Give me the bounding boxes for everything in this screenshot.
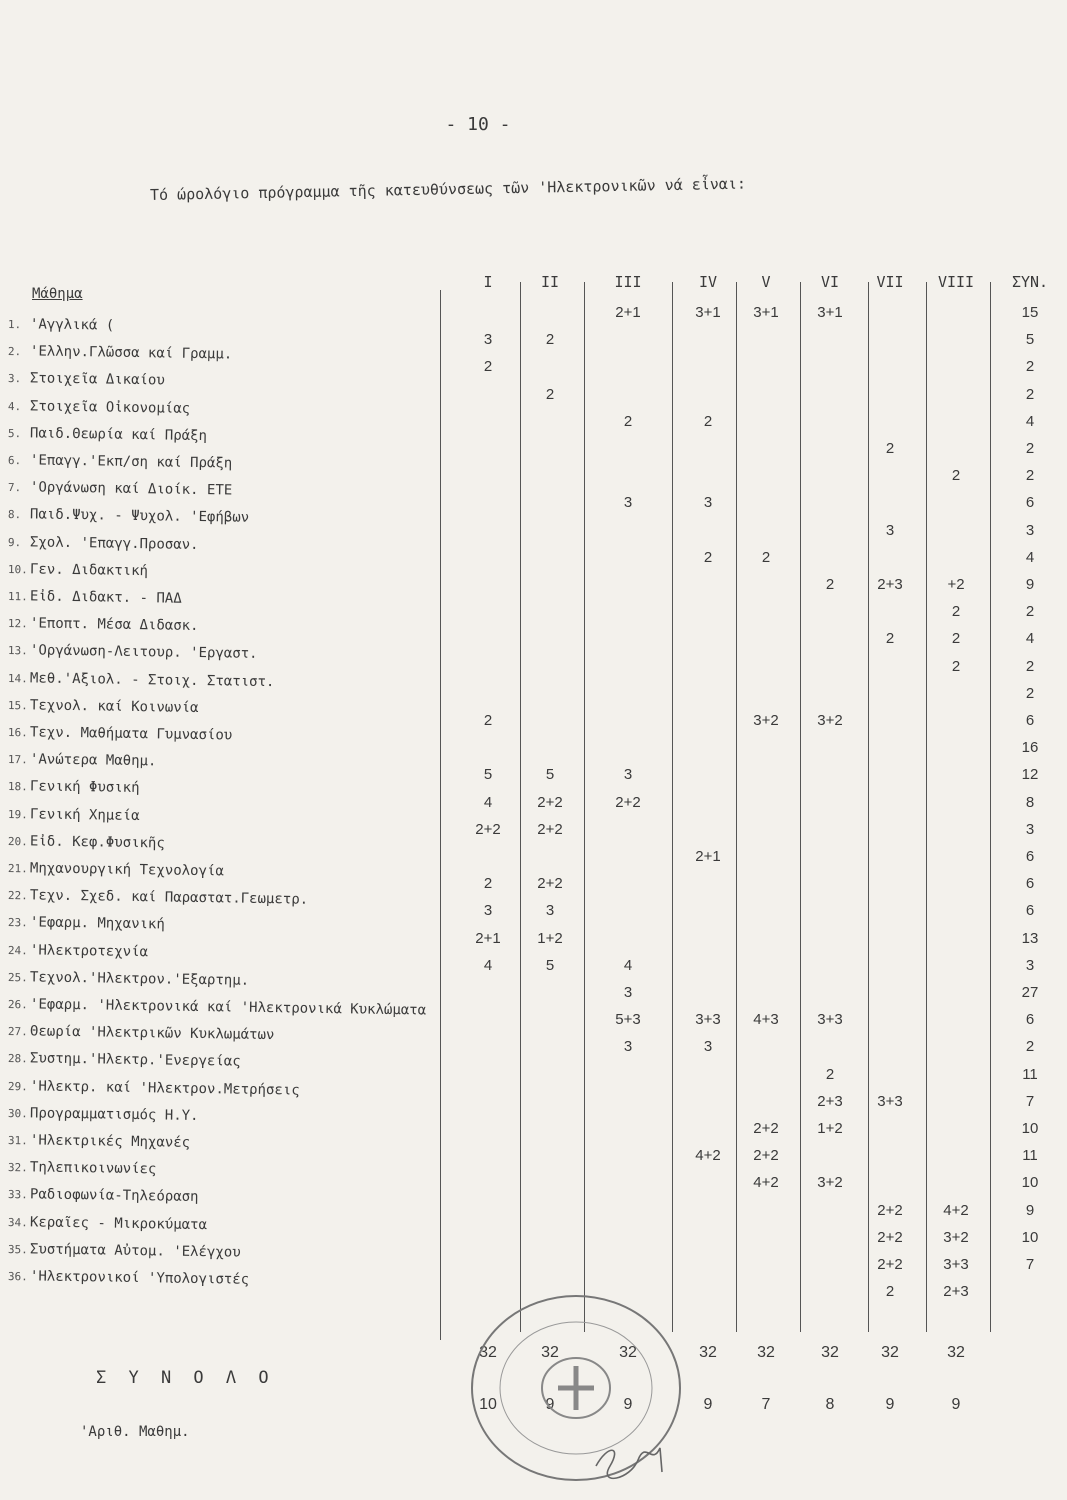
hours-cell: 10: [1021, 1120, 1039, 1137]
row-number: 3.: [7, 372, 22, 386]
subject-column-header: Μάθημα: [32, 286, 83, 302]
hours-cell: 2: [703, 548, 713, 566]
count-cell: 10: [479, 1396, 497, 1413]
hours-cell: 2: [1025, 657, 1035, 675]
subject-name: 'Εποπτ. Μέσα Διδασκ.: [29, 615, 199, 635]
total-cell: 32: [699, 1344, 717, 1361]
subject-row: [8, 425, 207, 444]
subject-row: [8, 1159, 157, 1177]
count-cell: 9: [951, 1396, 961, 1413]
row-number: 5.: [7, 426, 22, 441]
hours-cell: 2: [1025, 603, 1035, 621]
row-number: 34.: [7, 1215, 28, 1229]
column-header: IV: [698, 273, 718, 291]
subject-row: [8, 778, 140, 796]
subject-row: [8, 860, 224, 879]
total-cell: 32: [821, 1344, 839, 1361]
count-cell: 8: [825, 1396, 835, 1413]
row-number: 24.: [7, 943, 28, 957]
hours-cell: 2: [761, 548, 771, 566]
hours-cell: 3+3: [817, 1011, 843, 1029]
subject-name: Τεχνολ.'Ηλεκτρον.'Εξαρτημ.: [29, 969, 250, 989]
subject-name: 'Επαγγ.'Εκπ/ση καί Πράξη: [29, 452, 233, 472]
subject-row: [8, 942, 148, 960]
row-number: 36.: [7, 1270, 28, 1284]
hours-cell: 9: [1025, 1201, 1035, 1219]
subject-row: [8, 1186, 199, 1205]
hours-cell: 3+2: [817, 1174, 843, 1192]
subject-row: [8, 588, 182, 607]
hours-cell: 10: [1021, 1174, 1039, 1192]
hours-cell: 3+2: [943, 1228, 969, 1246]
row-number: 27.: [7, 1025, 28, 1039]
subject-row: [8, 1214, 207, 1233]
subject-row: [8, 506, 249, 526]
hours-cell: 2+1: [615, 304, 641, 321]
subject-row: [8, 1078, 300, 1099]
count-cell: 9: [885, 1396, 895, 1413]
row-number: 13.: [7, 644, 28, 658]
hours-cell: 2+3: [943, 1283, 969, 1301]
row-number: 18.: [7, 780, 28, 794]
subject-row: [8, 479, 233, 499]
row-number: 21.: [7, 862, 28, 876]
subject-name: 'Ηλεκτροτεχνία: [29, 941, 149, 960]
hours-cell: 2: [1025, 684, 1035, 702]
hours-cell: 6: [1025, 1011, 1035, 1029]
row-number: 14.: [7, 671, 28, 685]
hours-cell: 2+2: [537, 793, 563, 811]
hours-cell: 12: [1021, 766, 1039, 784]
hours-cell: 2: [951, 630, 961, 648]
hours-cell: 2: [885, 440, 895, 457]
hours-cell: 7: [1025, 1256, 1035, 1273]
row-number: 10.: [7, 562, 28, 577]
subject-name: Συστημ.'Ηλεκτρ.'Ενεργείας: [29, 1050, 241, 1071]
hours-cell: 3: [623, 1038, 633, 1056]
row-number: 28.: [7, 1052, 28, 1066]
total-cell: 32: [757, 1344, 775, 1361]
subject-name: Τεχνολ. καί Κοινωνία: [29, 697, 199, 716]
hours-cell: 8: [1025, 793, 1035, 811]
column-rule: [584, 282, 585, 1332]
row-number: 31.: [7, 1134, 28, 1148]
row-number: 17.: [7, 753, 28, 767]
hours-cell: 10: [1021, 1228, 1039, 1246]
hours-cell: 3: [703, 494, 713, 512]
hours-cell: 1+2: [817, 1120, 843, 1137]
subject-row: [8, 697, 199, 716]
hours-cell: 3+1: [753, 304, 779, 321]
hours-cell: 3: [623, 494, 633, 512]
hours-cell: 3+1: [695, 304, 721, 321]
hours-cell: 2: [623, 412, 633, 430]
hours-cell: 3: [1025, 956, 1035, 974]
hours-cell: 6: [1025, 712, 1035, 729]
hours-cell: 11: [1022, 1147, 1038, 1165]
document-heading: Τό ώρολόγιο πρόγραμμα τῆς κατευθύνσεως τῶν 'Ηλεκτρονικῶν νά εἶναι:: [149, 174, 747, 204]
hours-cell: 2: [825, 1065, 835, 1083]
hours-cell: 2: [1025, 1038, 1035, 1056]
hours-cell: 2+2: [537, 820, 563, 838]
hours-cell: 4: [623, 956, 633, 974]
subject-name: Θεωρία 'Ηλεκτρικῶν Κυκλωμάτων: [29, 1023, 275, 1044]
hours-cell: 4: [1025, 630, 1035, 648]
subject-name: Προγραμματισμός Η.Υ.: [29, 1105, 199, 1124]
total-cell: 32: [541, 1344, 559, 1361]
hours-cell: 4: [483, 956, 493, 974]
hours-cell: 4+2: [943, 1201, 969, 1219]
subject-name: Τηλεπικοινωνίες: [29, 1159, 157, 1178]
hours-cell: 15: [1021, 304, 1039, 321]
subject-name: Γεν. Διδακτική: [29, 561, 149, 579]
hours-cell: 2+2: [753, 1120, 779, 1137]
hours-cell: 6: [1025, 494, 1035, 512]
subject-row: [8, 1105, 199, 1124]
hours-cell: 2+2: [877, 1256, 903, 1273]
hours-cell: 5: [545, 766, 555, 784]
hours-cell: 3+1: [817, 304, 843, 321]
subject-row: [8, 642, 258, 662]
subject-row: [8, 724, 233, 744]
column-header: ΣΥΝ.: [1011, 273, 1049, 291]
hours-cell: 5: [545, 956, 555, 974]
hours-cell: 3: [885, 521, 895, 539]
row-number: 23.: [7, 916, 28, 930]
subject-name: Εἰδ. Διδακτ. - ΠΑΔ: [29, 588, 182, 607]
hours-cell: 6: [1025, 875, 1035, 893]
column-header: II: [540, 273, 560, 291]
subject-row: [8, 969, 249, 989]
hours-cell: 4+2: [695, 1147, 721, 1165]
hours-cell: 5+3: [615, 1011, 641, 1029]
row-number: 35.: [7, 1242, 28, 1257]
hours-cell: 4: [483, 793, 493, 811]
row-number: 11.: [7, 590, 28, 604]
column-rule: [672, 282, 673, 1332]
row-number: 29.: [7, 1079, 28, 1093]
hours-cell: 2: [951, 657, 961, 675]
hours-cell: 2+3: [817, 1092, 843, 1110]
subject-row: [8, 1241, 241, 1261]
row-number: 19.: [7, 807, 28, 821]
hours-cell: 27: [1021, 984, 1039, 1001]
subject-row: [8, 370, 165, 388]
subject-name: Στοιχεῖα Δικαίου: [29, 370, 165, 389]
column-header: VII: [876, 273, 904, 291]
hours-cell: 9: [1025, 576, 1035, 593]
hours-cell: 3: [1025, 521, 1035, 539]
hours-cell: 3: [483, 902, 493, 920]
hours-cell: +2: [947, 576, 965, 593]
table-left-rule: [440, 290, 441, 1340]
subject-name: Γενική Φυσική: [29, 778, 140, 797]
hours-cell: 3+2: [753, 712, 779, 729]
subject-name: 'Εφαρμ. 'Ηλεκτρονικά καί 'Ηλεκτρονικά Κυκλώματα: [29, 996, 427, 1019]
hours-cell: 3+3: [877, 1092, 903, 1110]
hours-cell: 2: [483, 712, 493, 729]
hours-cell: 3: [545, 902, 555, 920]
hours-cell: 1+2: [537, 929, 563, 947]
subject-name: Μηχανουργική Τεχνολογία: [29, 860, 224, 880]
subject-row: [8, 561, 148, 579]
hours-cell: 7: [1025, 1092, 1035, 1110]
hours-cell: 2+1: [475, 929, 501, 947]
row-number: 22.: [7, 889, 28, 903]
subject-row: [8, 1268, 249, 1288]
hours-cell: 3: [703, 1038, 713, 1056]
subject-name: Παιδ.Ψυχ. - Ψυχολ. 'Εφήβων: [29, 506, 250, 527]
subject-name: 'Εφαρμ. Μηχανική: [29, 914, 165, 933]
subject-name: Τεχν. Μαθήματα Γυμνασίου: [29, 724, 233, 744]
row-number: 4.: [7, 399, 22, 413]
subject-name: Κεραῖες - Μικροκύματα: [29, 1213, 208, 1233]
subject-row: [8, 316, 115, 334]
subject-name: Τεχν. Σχεδ. καί Παραστατ.Γεωμετρ.: [29, 887, 309, 908]
subject-name: 'Ελλην.Γλῶσσα καί Γραμμ.: [29, 343, 233, 363]
hours-cell: 2: [483, 875, 493, 893]
hours-cell: 2+2: [877, 1201, 903, 1219]
hours-cell: 2+2: [475, 820, 501, 838]
hours-cell: 2: [951, 467, 961, 485]
subject-row: [8, 343, 233, 363]
subject-row: [8, 833, 165, 851]
hours-cell: 4+2: [753, 1174, 779, 1192]
hours-cell: 4+3: [753, 1011, 779, 1029]
column-header: I: [483, 273, 493, 291]
hours-cell: 3: [1025, 820, 1035, 838]
hours-cell: 2: [825, 576, 835, 593]
hours-cell: 13: [1021, 929, 1039, 947]
hours-cell: 2: [703, 412, 713, 430]
hours-cell: 2: [1025, 467, 1035, 485]
row-number: 32.: [7, 1161, 28, 1175]
hours-cell: 2+2: [615, 793, 641, 811]
hours-cell: 2: [545, 331, 555, 349]
count-cell: 9: [703, 1396, 713, 1413]
signature-mark: [590, 1436, 680, 1486]
row-number: 33.: [7, 1188, 28, 1202]
row-number: 26.: [7, 998, 28, 1012]
hours-cell: 3: [483, 331, 493, 349]
hours-cell: 3: [623, 984, 633, 1001]
subject-row: [8, 996, 426, 1019]
hours-cell: 2: [885, 630, 895, 648]
subject-name: Συστήματα Αὐτομ. 'Ελέγχου: [29, 1241, 241, 1261]
subject-name: 'Οργάνωση-Λειτουρ. 'Εργαστ.: [29, 642, 258, 663]
hours-cell: 2+2: [753, 1147, 779, 1165]
row-number: 8.: [7, 508, 22, 522]
hours-cell: 2: [1025, 440, 1035, 457]
subject-row: [8, 887, 308, 908]
total-cell: 32: [881, 1344, 899, 1361]
subject-name: 'Αγγλικά (: [29, 316, 115, 334]
subject-name: Σχολ. 'Επαγγ.Προσαν.: [29, 533, 199, 553]
hours-cell: 2+3: [877, 576, 903, 593]
page-number: - 10 -: [445, 114, 511, 135]
column-header: VI: [820, 273, 840, 291]
subject-row: [8, 1023, 275, 1043]
subject-name: Ραδιοφωνία-Τηλεόραση: [29, 1186, 199, 1206]
row-number: 15.: [7, 698, 28, 713]
hours-cell: 3+2: [817, 712, 843, 729]
subject-name: 'Ηλεκτρονικοί 'Υπολογιστές: [29, 1268, 250, 1288]
subject-row: [8, 452, 233, 472]
count-label: 'Αριθ. Μαθημ.: [80, 1424, 190, 1440]
subject-name: Εἰδ. Κεφ.Φυσικῆς: [29, 833, 165, 852]
hours-cell: 3+3: [943, 1256, 969, 1273]
hours-cell: 2: [951, 603, 961, 621]
row-number: 20.: [7, 834, 28, 849]
hours-cell: 2: [1025, 385, 1035, 403]
total-cell: 32: [947, 1344, 965, 1361]
subject-name: Παιδ.Θεωρία καί Πράξη: [29, 425, 208, 444]
subject-row: [8, 534, 199, 553]
subject-row: [8, 751, 157, 769]
total-cell: 32: [479, 1344, 497, 1361]
hours-cell: 4: [1025, 412, 1035, 430]
column-header: III: [614, 273, 642, 291]
hours-cell: 5: [1025, 331, 1035, 349]
row-number: 1.: [7, 318, 22, 332]
row-number: 2.: [7, 345, 22, 359]
hours-cell: 6: [1025, 848, 1035, 865]
hours-cell: 2+2: [537, 875, 563, 893]
totals-label: Σ Υ Ν Ο Λ Ο: [96, 1368, 275, 1388]
row-number: 6.: [7, 454, 22, 468]
subject-name: 'Οργάνωση καί Διοίκ. ΕΤΕ: [29, 479, 233, 499]
hours-cell: 4: [1025, 548, 1035, 566]
hours-cell: 3: [623, 766, 633, 784]
hours-cell: 16: [1021, 739, 1039, 757]
hours-cell: 2: [1025, 358, 1035, 376]
hours-cell: 11: [1022, 1065, 1038, 1083]
count-cell: 9: [623, 1396, 633, 1413]
count-cell: 9: [545, 1396, 555, 1413]
hours-cell: 2+1: [695, 848, 721, 865]
column-header: VIII: [937, 273, 975, 291]
subject-name: Μεθ.'Αξιολ. - Στοιχ. Στατιστ.: [29, 669, 275, 690]
hours-cell: 5: [483, 766, 493, 784]
hours-cell: 2+2: [877, 1228, 903, 1246]
row-number: 25.: [7, 970, 28, 985]
subject-row: [8, 914, 165, 932]
row-number: 7.: [7, 481, 22, 495]
subject-name: Γενική Χημεία: [29, 805, 140, 824]
count-cell: 7: [761, 1396, 771, 1413]
column-rule: [926, 282, 927, 1332]
hours-cell: 6: [1025, 902, 1035, 920]
hours-cell: 2: [885, 1283, 895, 1301]
subject-row: [8, 806, 140, 824]
subject-row: [8, 1132, 190, 1151]
subject-row: [8, 670, 275, 690]
subject-name: 'Ηλεκτρ. καί 'Ηλεκτρον.Μετρήσεις: [29, 1077, 300, 1099]
row-number: 30.: [7, 1106, 28, 1121]
subject-row: [8, 398, 190, 417]
column-rule: [990, 282, 991, 1332]
subject-row: [8, 615, 199, 634]
subject-name: Στοιχεῖα Οἰκονομίας: [29, 397, 191, 417]
subject-row: [8, 1050, 241, 1070]
hours-cell: 3+3: [695, 1011, 721, 1029]
column-header: V: [761, 273, 771, 291]
row-number: 12.: [7, 617, 28, 631]
row-number: 16.: [7, 726, 28, 740]
row-number: 9.: [7, 535, 22, 549]
subject-name: 'Ηλεκτρικές Μηχανές: [29, 1132, 191, 1151]
total-cell: 32: [619, 1344, 637, 1361]
hours-cell: 2: [545, 385, 555, 403]
hours-cell: 2: [483, 358, 493, 376]
subject-name: 'Ανώτερα Μαθημ.: [29, 751, 157, 770]
